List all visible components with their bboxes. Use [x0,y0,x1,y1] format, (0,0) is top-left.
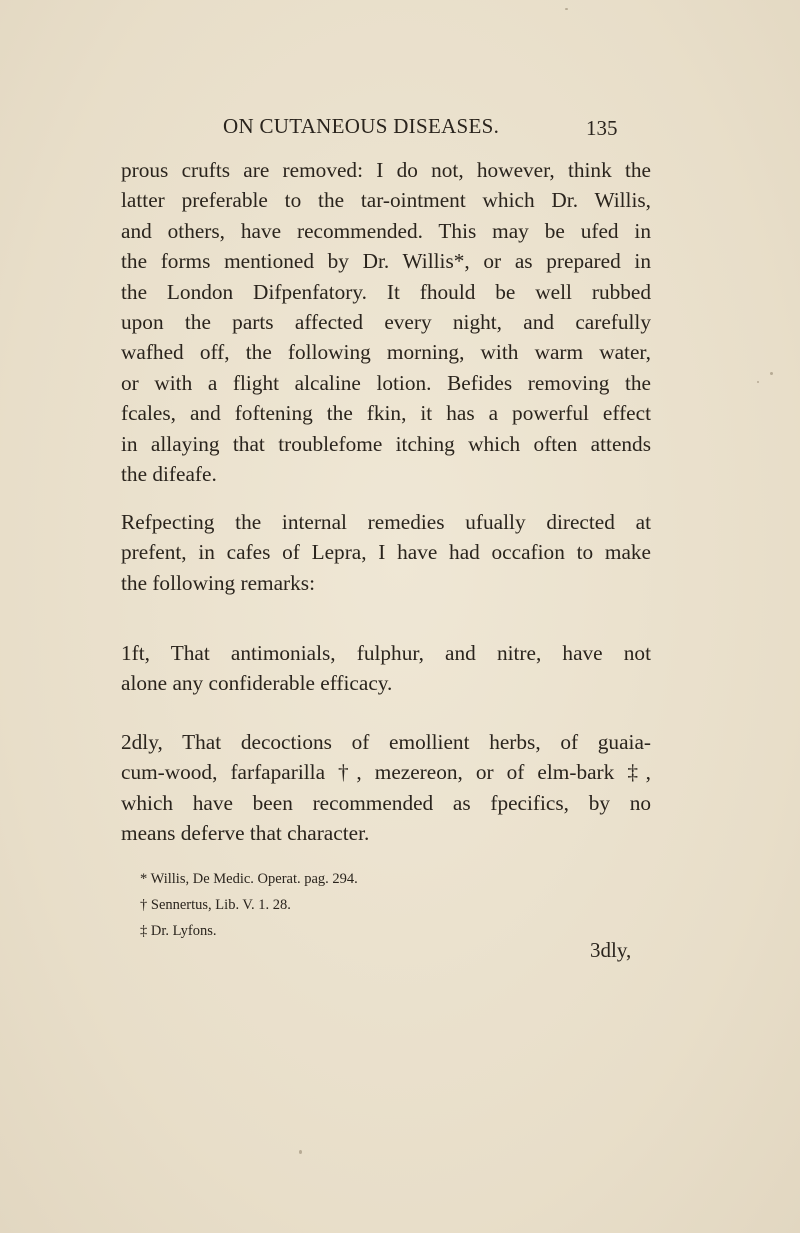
paragraph-second-remark [121,727,651,849]
text-line: prous crufts are removed: I do not, however, think the [121,158,651,182]
footnote-lysons: ‡ Dr. Lyfons. [140,923,217,939]
text-line: and others, have recommended. This may be ufed in [121,218,651,243]
paragraph-tar-ointment [121,155,651,489]
text-line: Refpecting the internal remedies ufually directed at [121,510,651,534]
paper-fleck [757,381,759,383]
footnotes [140,866,560,944]
text-line: in allaying that troublefome itching which often attends [121,431,651,456]
footnote-sennertus: † Sennertus, Lib. V. 1. 28. [140,897,291,913]
text-line: cum-wood, farfaparilla †, mezereon, or of elm-bark ‡, [121,760,651,785]
text-line: 1ft, That antimonials, fulphur, and nitre, have not [121,641,651,665]
paper-fleck [299,1150,302,1154]
footnote-willis: * Willis, De Medic. Operat. pag. 294. [140,871,358,887]
text-line: wafhed off, the following morning, with warm water, [121,340,651,365]
page-number: 135 [586,116,618,140]
text-line: which have been recommended as fpecifics, by no [121,790,651,815]
paragraph-first-remark [121,638,651,699]
paper-fleck [565,8,568,10]
text-line: 2dly, That decoctions of emollient herbs, of guaia- [121,730,651,754]
text-line: prefent, in cafes of Lepra, I have had occafion to make [121,540,651,565]
running-title: ON CUTANEOUS DISEASES. [223,114,500,138]
text-line: means deferve that character. [121,821,370,846]
text-line: latter preferable to the tar-ointment which Dr. Willis, [121,188,651,213]
text-line: the following remarks: [121,570,315,595]
text-line: the difeafe. [121,462,217,487]
text-line: alone any confiderable efficacy. [121,671,393,696]
text-line: or with a flight alcaline lotion. Befides removing the [121,370,651,395]
paragraph-internal-remedies [121,507,651,598]
text-line: the forms mentioned by Dr. Willis*, or as prepared in [121,249,651,274]
text-line: fcales, and foftening the fkin, it has a powerful effect [121,401,651,426]
text-line: upon the parts affected every night, and carefully [121,310,651,335]
page-header [0,114,800,142]
catchword: 3dly, [590,938,632,962]
paper-fleck [770,372,773,375]
text-line: the London Difpenfatory. It fhould be well rubbed [121,279,651,304]
